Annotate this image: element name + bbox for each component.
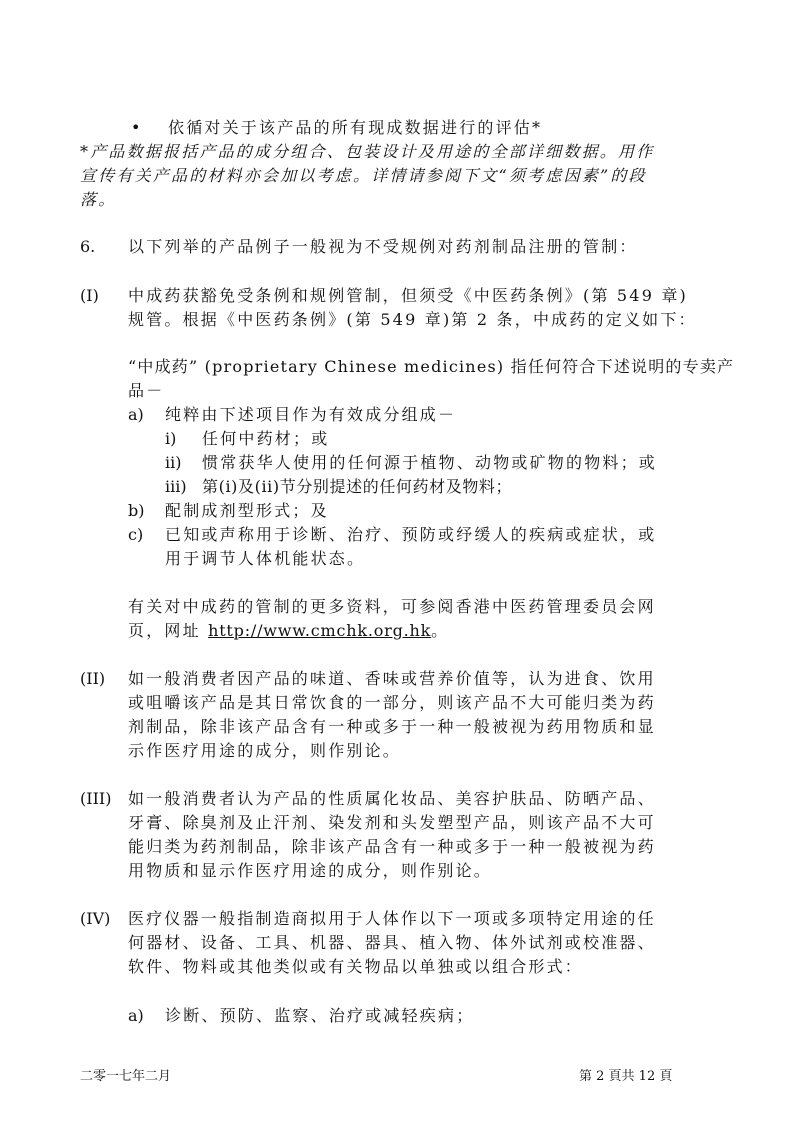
sub-label: i) [165, 429, 177, 448]
item-line: 中成药获豁免受条例和规例管制，但须受《中医药条例》(第 549 章) [128, 286, 688, 305]
definition-line: “中成药” (proprietary Chinese medicines) 指任何符合下述说明的专卖产 [128, 357, 735, 376]
footnote-line: 宣传有关产品的材料亦会加以考虑。详情请参阅下文“须考虑因素”的段 [80, 166, 647, 185]
sub-text: 已知或声称用于诊断、治疗、预防或纾缓人的疾病或症状，或 [165, 525, 657, 544]
more-info-suffix: 。 [431, 621, 448, 640]
sub-label: a) [128, 1006, 144, 1025]
sub-label: c) [128, 525, 144, 544]
more-info-line [128, 621, 447, 641]
footnote-line: *产品数据报括产品的成分组合、包装设计及用途的全部详细数据。用作 [80, 142, 655, 161]
item-label: (III) [80, 789, 112, 808]
sub-label: a) [128, 405, 144, 424]
sub-text: 用于调节人体机能状态。 [165, 549, 366, 568]
item-line: 如一般消费者因产品的味道、香味或营养价值等，认为进食、饮用 [128, 669, 656, 688]
sub-label: b) [128, 501, 145, 520]
item-label: (I) [80, 286, 99, 305]
definition-line: 品－ [128, 381, 165, 400]
item-line: 如一般消费者认为产品的性质属化妆品、美容护肤品、防晒产品、 [128, 789, 656, 808]
sub-text: 配制成剂型形式；及 [165, 501, 329, 520]
bullet-text: 依循对关于该产品的所有现成数据进行的评估* [168, 118, 543, 137]
cmchk-link[interactable]: http://www.cmchk.org.hk [208, 621, 432, 640]
sub-text: 任何中药材；或 [202, 429, 330, 448]
paragraph-number: 6. [80, 237, 96, 256]
sub-text: 纯粹由下述项目作为有效成分组成－ [165, 405, 457, 424]
item-line: 软件、物料或其他类似或有关物品以单独或以组合形式： [128, 957, 584, 976]
sub-text: 第(i)及(ii)节分别提述的任何药材及物料； [202, 477, 513, 496]
footer-page-number: 第 2 頁共 12 頁 [579, 1069, 673, 1084]
sub-label: ii) [165, 453, 182, 472]
item-line: 示作医疗用途的成分，则作别论。 [128, 741, 402, 760]
bullet-symbol: • [131, 118, 141, 137]
more-info-prefix: 页，网址 [128, 621, 209, 640]
item-line: 医疗仪器一般指制造商拟用于人体作以下一项或多项特定用途的任 [128, 909, 656, 928]
sub-text: 诊断、预防、监察、治疗或减轻疾病； [165, 1006, 475, 1025]
item-line: 或咀嚼该产品是其日常饮食的一部分，则该产品不大可能归类为药 [128, 693, 656, 712]
item-line: 用物质和显示作医疗用途的成分，则作别论。 [128, 861, 493, 880]
item-label: (II) [80, 669, 106, 688]
sub-label: iii) [165, 477, 187, 496]
item-label: (IV) [80, 909, 111, 928]
paragraph-text: 以下列举的产品例子一般视为不受规例对药剂制品注册的管制： [128, 237, 638, 256]
item-line: 何器材、设备、工具、机器、器具、植入物、体外试剂或校准器、 [128, 933, 656, 952]
footer-date: 二零一七年二月 [80, 1069, 172, 1084]
item-line: 剂制品，除非该产品含有一种或多于一种一般被视为药用物质和显 [128, 717, 656, 736]
footnote-line: 落。 [80, 190, 117, 209]
more-info-line: 有关对中成药的管制的更多资料，可参阅香港中医药管理委员会网 [128, 597, 656, 616]
sub-text: 惯常获华人使用的任何源于植物、动物或矿物的物料；或 [202, 453, 658, 472]
item-line: 能归类为药剂制品，除非该产品含有一种或多于一种一般被视为药 [128, 837, 656, 856]
item-line: 牙膏、除臭剂及止汗剂、染发剂和头发塑型产品，则该产品不大可 [128, 813, 656, 832]
item-line: 规管。根据《中医药条例》(第 549 章)第 2 条，中成药的定义如下： [128, 310, 697, 329]
